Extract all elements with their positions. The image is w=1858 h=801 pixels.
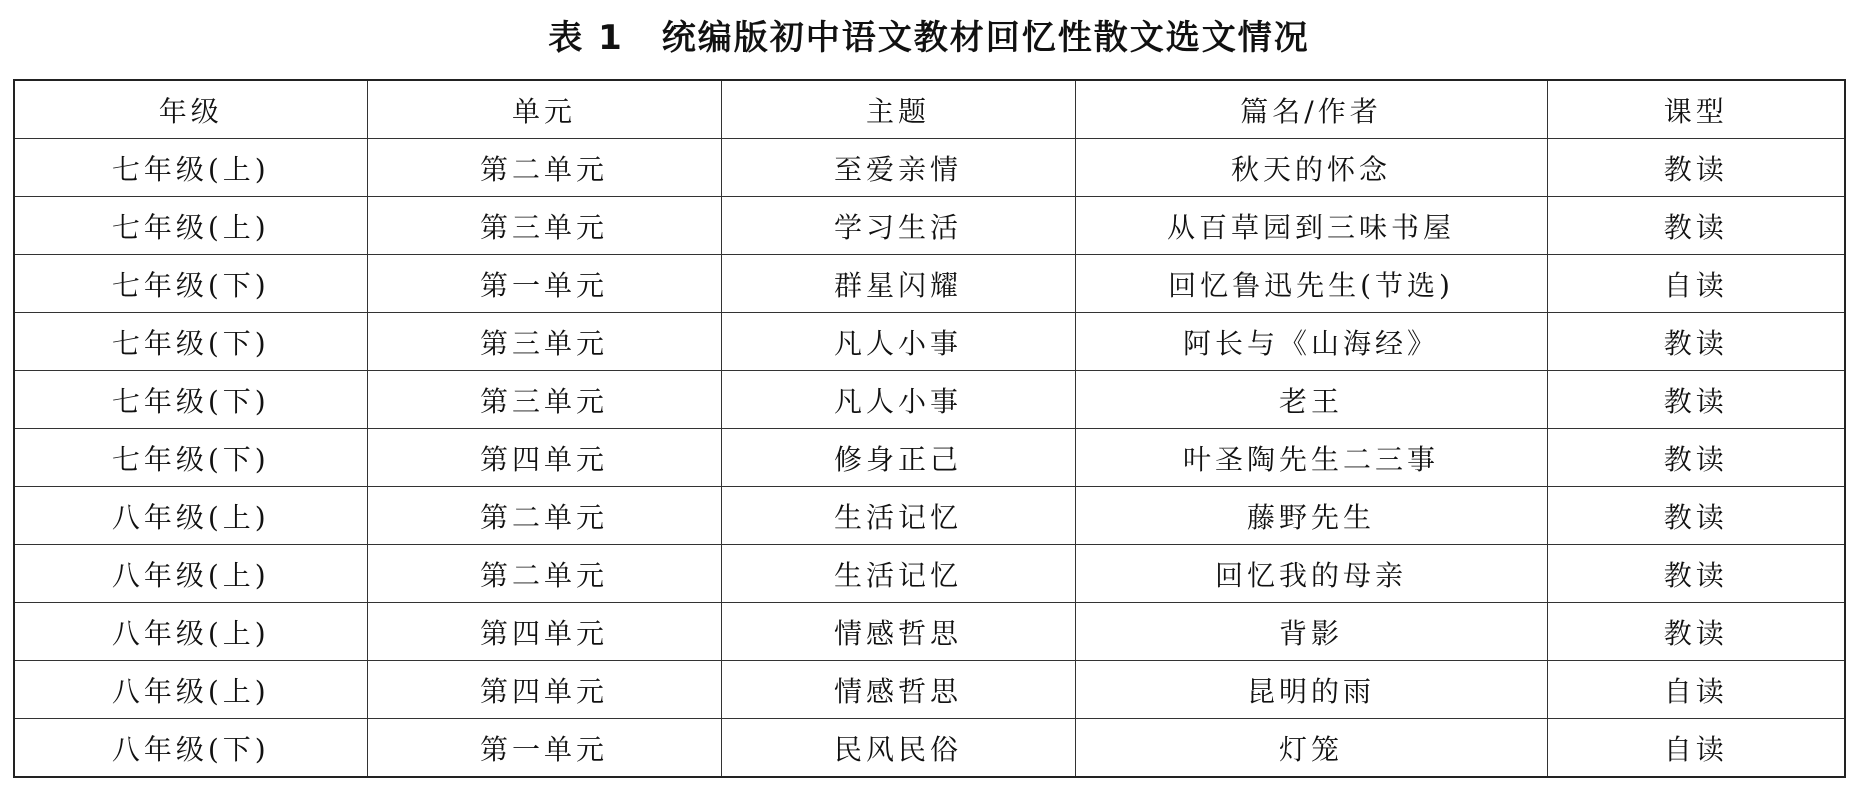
cell-unit: 第一单元 [367, 255, 721, 313]
cell-grade: 七年级(下) [14, 313, 367, 371]
cell-title: 阿长与《山海经》 [1075, 313, 1547, 371]
header-row [14, 80, 1845, 139]
table-title: 统编版初中语文教材回忆性散文选文情况 [661, 18, 1310, 58]
cell-lesson-type: 教读 [1547, 545, 1845, 603]
cell-theme: 生活记忆 [721, 487, 1075, 545]
cell-grade: 七年级(下) [14, 429, 367, 487]
cell-lesson-type: 教读 [1547, 429, 1845, 487]
cell-unit: 第三单元 [367, 371, 721, 429]
cell-grade: 七年级(下) [14, 255, 367, 313]
cell-unit: 第二单元 [367, 487, 721, 545]
cell-lesson-type: 自读 [1547, 255, 1845, 313]
cell-lesson-type: 教读 [1547, 371, 1845, 429]
cell-lesson-type: 自读 [1547, 661, 1845, 719]
cell-theme: 群星闪耀 [721, 255, 1075, 313]
table-row [14, 661, 1845, 719]
cell-lesson-type: 教读 [1547, 487, 1845, 545]
cell-title: 灯笼 [1075, 719, 1547, 778]
cell-grade: 八年级(上) [14, 661, 367, 719]
cell-theme: 情感哲思 [721, 603, 1075, 661]
cell-title: 背影 [1075, 603, 1547, 661]
cell-lesson-type: 教读 [1547, 603, 1845, 661]
cell-title: 叶圣陶先生二三事 [1075, 429, 1547, 487]
cell-theme: 凡人小事 [721, 313, 1075, 371]
cell-theme: 民风民俗 [721, 719, 1075, 778]
table-row [14, 255, 1845, 313]
header-unit: 单元 [367, 80, 721, 139]
table-row [14, 719, 1845, 778]
cell-grade: 七年级(上) [14, 197, 367, 255]
cell-grade: 七年级(下) [14, 371, 367, 429]
cell-title: 回忆我的母亲 [1075, 545, 1547, 603]
cell-unit: 第一单元 [367, 719, 721, 778]
cell-lesson-type: 教读 [1547, 139, 1845, 197]
cell-theme: 学习生活 [721, 197, 1075, 255]
table-row [14, 197, 1845, 255]
table-row [14, 603, 1845, 661]
cell-theme: 生活记忆 [721, 545, 1075, 603]
table-number: 表 1 [548, 18, 624, 58]
header-title-author: 篇名/作者 [1075, 80, 1547, 139]
cell-unit: 第四单元 [367, 661, 721, 719]
cell-title: 秋天的怀念 [1075, 139, 1547, 197]
cell-unit: 第三单元 [367, 313, 721, 371]
selection-table [13, 79, 1846, 778]
cell-grade: 八年级(上) [14, 545, 367, 603]
cell-theme: 修身正己 [721, 429, 1075, 487]
cell-lesson-type: 教读 [1547, 313, 1845, 371]
table-row [14, 429, 1845, 487]
cell-lesson-type: 教读 [1547, 197, 1845, 255]
table-row [14, 371, 1845, 429]
cell-theme: 情感哲思 [721, 661, 1075, 719]
cell-title: 老王 [1075, 371, 1547, 429]
table-row [14, 313, 1845, 371]
header-theme: 主题 [721, 80, 1075, 139]
table-row [14, 139, 1845, 197]
cell-unit: 第三单元 [367, 197, 721, 255]
cell-theme: 至爱亲情 [721, 139, 1075, 197]
cell-unit: 第四单元 [367, 429, 721, 487]
cell-title: 从百草园到三味书屋 [1075, 197, 1547, 255]
header-grade: 年级 [14, 80, 367, 139]
cell-grade: 八年级(上) [14, 603, 367, 661]
table-row [14, 487, 1845, 545]
cell-grade: 七年级(上) [14, 139, 367, 197]
header-lesson-type: 课型 [1547, 80, 1845, 139]
cell-unit: 第四单元 [367, 603, 721, 661]
cell-title: 昆明的雨 [1075, 661, 1547, 719]
cell-unit: 第二单元 [367, 545, 721, 603]
cell-theme: 凡人小事 [721, 371, 1075, 429]
cell-unit: 第二单元 [367, 139, 721, 197]
cell-title: 藤野先生 [1075, 487, 1547, 545]
cell-grade: 八年级(下) [14, 719, 367, 778]
cell-grade: 八年级(上) [14, 487, 367, 545]
cell-lesson-type: 自读 [1547, 719, 1845, 778]
table-caption [0, 8, 1858, 68]
table-row [14, 545, 1845, 603]
cell-title: 回忆鲁迅先生(节选) [1075, 255, 1547, 313]
